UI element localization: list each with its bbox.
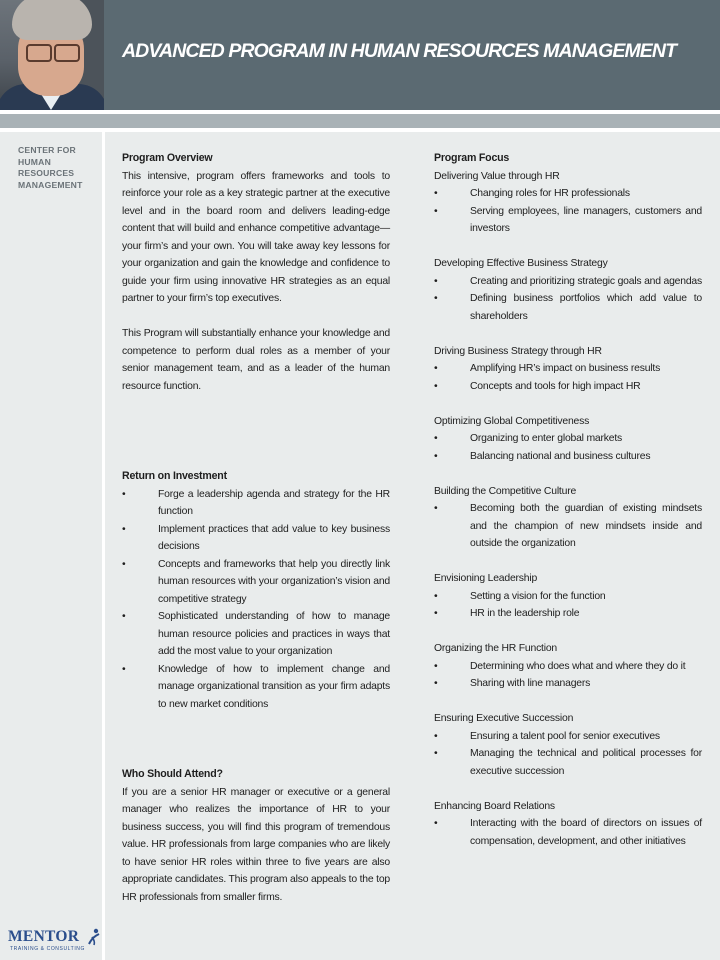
bullet-item	[434, 728, 702, 746]
page-title: ADVANCED PROGRAM IN HUMAN RESOURCES MANAGEMENT	[122, 40, 677, 62]
bullet-icon: •	[122, 558, 126, 570]
bullet-item	[434, 360, 702, 378]
focus-topic-list	[434, 185, 702, 238]
bullet-item	[122, 556, 390, 609]
focus-topic	[434, 798, 702, 851]
bullet-text: Ensuring a talent pool for senior executives	[470, 730, 660, 742]
bullet-text: Determining who does what and where they do it	[470, 660, 686, 672]
bullet-icon: •	[434, 450, 438, 462]
section-heading: Who Should Attend?	[122, 768, 223, 780]
bullet-text: HR in the leadership role	[470, 608, 580, 619]
section-heading: Return on Investment	[122, 470, 227, 482]
bullet-icon: •	[122, 488, 126, 500]
focus-topic	[434, 483, 702, 553]
bullet-text: Creating and prioritizing strategic goals and agendas	[470, 275, 702, 287]
bullet-item	[434, 815, 702, 850]
bullet-text: Organizing to enter global markets	[470, 433, 623, 444]
overview-paragraph: This intensive, program offers frameworks and tools to reinforce your role as a key strategic partner at the executive level and in the board room and delivers leading-edge content that will build and enhance competitive advantage—your firm’s and your own. You will take away key lessons for your organization and gain the knowledge and confidence to guide your firm using innovative HR strategies as an equal partner to your firm’s top executives.	[122, 170, 390, 304]
focus-list	[434, 168, 702, 851]
bullet-icon: •	[434, 590, 438, 602]
bullet-icon: •	[122, 663, 126, 675]
bullet-item	[434, 658, 702, 676]
focus-topic-list	[434, 360, 702, 395]
return-on-investment-section	[122, 468, 390, 713]
bullet-icon: •	[434, 380, 438, 392]
bullet-text: Forge a leadership agenda and strategy for the HR function	[158, 488, 390, 517]
focus-topic-title: Driving Business Strategy through HR	[434, 345, 602, 357]
bullet-icon: •	[434, 275, 438, 287]
focus-topic-list	[434, 815, 702, 850]
bullet-icon: •	[434, 188, 438, 199]
bullet-icon: •	[434, 608, 438, 619]
bullet-text: Implement practices that add value to key business decisions	[158, 523, 390, 552]
bullet-icon: •	[434, 293, 438, 304]
bullet-icon: •	[122, 611, 126, 622]
attend-paragraph: If you are a senior HR manager or executive or a general manager who realizes the importance of HR to your business success, you will find this program of tremendous value. HR professionals from large companies who are likely to have senior HR roles within three to five years are also appropriate candidates. This program also appeals to the top HR professionals from smaller firms.	[122, 786, 390, 903]
focus-topic-title: Organizing the HR Function	[434, 643, 558, 654]
bullet-text: Managing the technical and political processes for executive succession	[470, 748, 702, 777]
bullet-text: Changing roles for HR professionals	[470, 188, 630, 199]
bullet-icon: •	[434, 363, 438, 374]
focus-topic-list	[434, 588, 702, 623]
section-heading: Program Overview	[122, 152, 213, 164]
bullet-text: Interacting with the board of directors on issues of compensation, development, and other initiatives	[470, 818, 702, 847]
section-heading: Program Focus	[434, 152, 510, 164]
focus-topic-title: Developing Effective Business Strategy	[434, 258, 608, 269]
bullet-icon: •	[434, 660, 438, 672]
focus-topic	[434, 640, 702, 693]
center-label: CENTER FOR HUMAN RESOURCES MANAGEMENT	[18, 145, 83, 190]
bullet-item	[122, 661, 390, 714]
bullet-text: Amplifying HR’s impact on business results	[470, 363, 661, 374]
focus-topic-title: Ensuring Executive Succession	[434, 713, 574, 724]
focus-topic-list	[434, 430, 702, 465]
bullet-icon: •	[122, 523, 126, 535]
bullet-item	[434, 290, 702, 325]
focus-topic	[434, 343, 702, 396]
program-focus-section	[434, 150, 702, 850]
divider	[0, 128, 720, 132]
bullet-item	[434, 378, 702, 396]
bullet-item	[434, 588, 702, 606]
focus-topic	[434, 570, 702, 623]
bullet-icon: •	[434, 730, 438, 742]
bullet-item	[434, 185, 702, 203]
bullet-text: Becoming both the guardian of existing mindsets and the champion of new mindsets inside and outside the organization	[470, 503, 702, 549]
bullet-item	[434, 273, 702, 291]
bullet-text: Knowledge of how to implement change and manage organizational transition as your firm adapts to new market conditions	[158, 663, 390, 710]
focus-topic	[434, 255, 702, 325]
logo-tagline: TRAINING & CONSULTING	[10, 946, 86, 952]
bullet-item	[122, 486, 390, 521]
mentor-logo	[8, 926, 100, 954]
bullet-icon: •	[434, 205, 438, 217]
focus-topic-title: Delivering Value through HR	[434, 170, 560, 182]
focus-topic-list	[434, 273, 702, 326]
focus-topic	[434, 168, 702, 238]
overview-paragraph: This Program will substantially enhance your knowledge and competence to perform dual roles as a member of your senior management team, and as a leader of the human resource function.	[122, 328, 390, 392]
bullet-item	[434, 430, 702, 448]
focus-topic-title: Enhancing Board Relations	[434, 800, 555, 812]
bullet-text: Sharing with line managers	[470, 678, 591, 689]
who-should-attend-section	[122, 766, 390, 906]
program-overview-section	[122, 150, 390, 395]
bullet-item	[434, 745, 702, 780]
bullet-text: Sophisticated understanding of how to manage human resource policies and practices in ways that add the most value to your organization	[158, 611, 390, 657]
bullet-text: Defining business portfolios which add value to shareholders	[470, 293, 702, 322]
roi-list	[122, 486, 390, 714]
logo-name: MENTOR	[8, 928, 80, 945]
bullet-text: Setting a vision for the function	[470, 590, 606, 602]
executive-portrait-photo	[0, 0, 104, 110]
bullet-icon: •	[434, 433, 438, 444]
logo-figure-icon	[86, 928, 102, 946]
bullet-text: Concepts and frameworks that help you directly link human resources with your organization’s vision and competitive strategy	[158, 558, 390, 605]
bullet-item	[122, 521, 390, 556]
bullet-item	[434, 605, 702, 623]
bullet-item	[434, 203, 702, 238]
focus-topic-list	[434, 658, 702, 693]
focus-topic	[434, 413, 702, 466]
bullet-icon: •	[434, 503, 438, 514]
bullet-text: Balancing national and business cultures	[470, 450, 651, 462]
bullet-item	[122, 608, 390, 661]
focus-topic-title: Building the Competitive Culture	[434, 485, 577, 497]
bullet-text: Serving employees, line managers, customers and investors	[470, 205, 702, 234]
bullet-icon: •	[434, 678, 438, 689]
bullet-item	[434, 500, 702, 553]
focus-topic	[434, 710, 702, 780]
bullet-item	[434, 675, 702, 693]
bullet-icon: •	[434, 748, 438, 759]
divider-band	[0, 114, 720, 128]
bullet-item	[434, 448, 702, 466]
focus-topic-title: Optimizing Global Competitiveness	[434, 415, 590, 427]
focus-topic-list	[434, 500, 702, 553]
focus-topic-list	[434, 728, 702, 781]
bullet-text: Concepts and tools for high impact HR	[470, 380, 641, 392]
left-sidebar	[0, 132, 105, 960]
bullet-icon: •	[434, 818, 438, 829]
focus-topic-title: Envisioning Leadership	[434, 573, 538, 584]
